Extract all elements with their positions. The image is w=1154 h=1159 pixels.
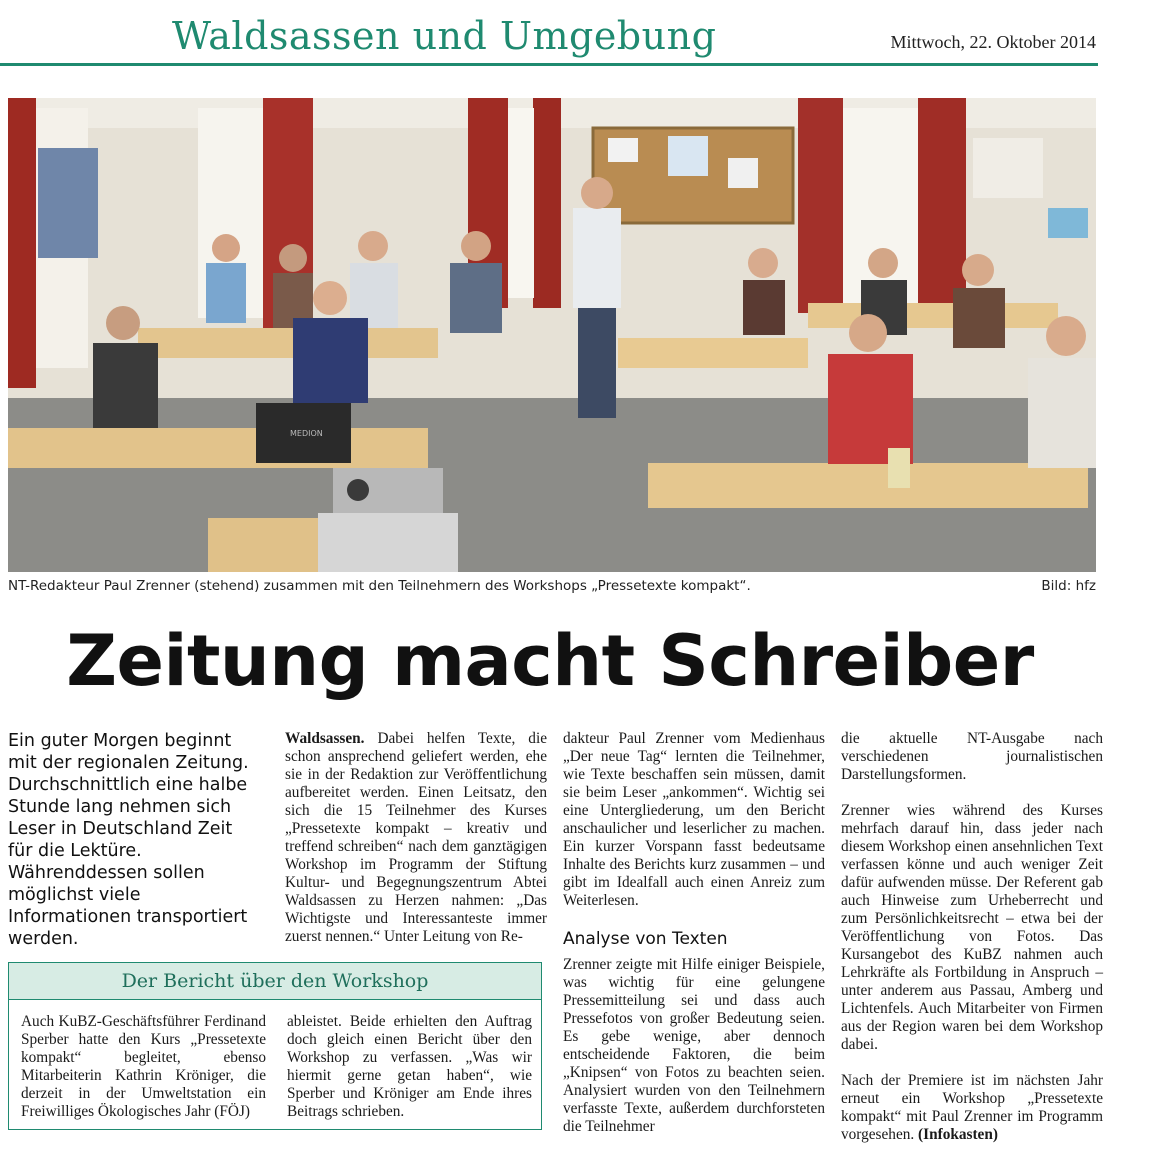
photo-caption (8, 578, 1096, 600)
column-4-closing-text: Nach der Premiere ist im nächsten Jahr erneut ein Workshop „Pressetexte kompakt“ mit Paul Zrenner im Programm vorgesehen. (841, 1072, 1103, 1143)
laptop-brand-label: MEDION (290, 429, 323, 438)
caption-text: NT-Redakteur Paul Zrenner (stehend) zusammen mit den Teilnehmern des Workshops „Pressetexte kompakt“. (8, 578, 751, 594)
column-2-paragraph (285, 730, 547, 946)
infobox (8, 962, 542, 1130)
article-headline: Zeitung macht Schreiber (66, 620, 1034, 702)
paragraph-gap (841, 784, 1103, 802)
paragraph-gap (841, 1054, 1103, 1072)
page-header (0, 0, 1100, 70)
dateline: Waldsassen. (285, 730, 365, 747)
infobox-text-right: ableistet. Beide erhielten den Auftrag doch gleich einen Bericht über den Workshop zu verfassen. „Was wir hiermit gerne getan haben“, wie Sperber und Kröniger am Ende ihres Beitrags schrieben. (287, 1013, 532, 1120)
section-title: Waldsassen und Umgebung (172, 14, 717, 58)
column-3-paragraph-2: Zrenner zeigte mit Hilfe einiger Beispiele, was wichtig für eine gelungene Pressemitteilung sei und dass auch Pressefotos von großer Bedeutung seien. Es gebe wenige, aber dennoch entscheidende Faktoren, die beim „Knipsen“ von Fotos zu beachten seien. Analysiert wurden von den Teilnehmern verfasste Texte, außerdem durchforsteten die Teilnehmer (563, 956, 825, 1135)
infobox-title: Der Bericht über den Workshop (9, 963, 541, 1000)
column-4-paragraph-3 (841, 1072, 1103, 1144)
column-2-text: Dabei helfen Texte, die schon ansprechend geliefert werden, ehe sie in der Redaktion zur Veröffentlichung aufbereitet werden. Einen Leitsatz, den sich die 15 Teilnehmer des Kurses „Pressetexte kompakt – kreativ und treffend schreiben“ nach dem ganztägigen Workshop im Programm der Stiftung Kultur- und Begegnungszentrum Abtei Waldsassen zu Herzen nahmen: „Das Wichtigste und Interessanteste immer zuerst nennen.“ Unter Leitung von Re- (285, 730, 547, 945)
article-photo (8, 98, 1096, 572)
infobox-reference: (Infokasten) (918, 1126, 998, 1143)
article-lead: Ein guter Morgen beginnt mit der regionalen Zeitung. Durchschnittlich eine halbe Stunde lang nehmen sich Leser in Deutschland Zeit für die Lektüre. Währenddessen sollen möglichst viele Informationen transportiert werden. (8, 731, 249, 949)
issue-date: Mittwoch, 22. Oktober 2014 (890, 32, 1096, 52)
header-rule (0, 63, 1098, 66)
article-column-3 (563, 730, 825, 1136)
photo-credit: Bild: hfz (1041, 578, 1096, 594)
infobox-text-left: Auch KuBZ-Geschäftsführer Ferdinand Sperber hatte den Kurs „Pressetexte kompakt“ begleitet, ebenso Mitarbeiterin Kathrin Kröniger, die derzeit in der Umweltstation ein Freiwilliges Ökologisches Jahr (FÖJ) (21, 1013, 266, 1120)
article-subhead: Analyse von Texten (563, 929, 728, 949)
classroom-photo-illustration (8, 98, 1096, 572)
article-column-4 (841, 730, 1103, 1144)
column-3-paragraph-1: dakteur Paul Zrenner vom Medienhaus „Der neue Tag“ lernten die Teilnehmer, wie Texte beschaffen sein müssen, damit sie beim Leser „ankommen“. Wichtig sei eine Untergliederung, um den Bericht anschaulicher und leserlicher zu machen. Ein kurzer Vorspann fasst bedeutsame Inhalte des Berichts kurz zusammen – und gibt im Idealfall auch einen Anreiz zum Weiterlesen. (563, 730, 825, 909)
article-column-2 (285, 730, 547, 946)
column-4-paragraph-2: Zrenner wies während des Kurses mehrfach darauf hin, dass jeder nach diesem Workshop einen ansehnlichen Text verfassen könne und auch weniger Zeit dafür aufwenden müsse. Der Referent gab auch Hinweise zum Urheberrecht und zum Persönlichkeitsrecht – etwa bei der Veröffentlichung von Fotos. Das Kursangebot des KuBZ nahmen auch Lehrkräfte als Fortbildung in Anspruch – unter anderem aus Passau, Amberg und Lichtenfels. Auch Mitarbeiter von Firmen aus der Region waren bei dem Workshop dabei. (841, 802, 1103, 1053)
column-4-paragraph-1: die aktuelle NT-Ausgabe nach verschiedenen journalistischen Darstellungsformen. (841, 730, 1103, 783)
